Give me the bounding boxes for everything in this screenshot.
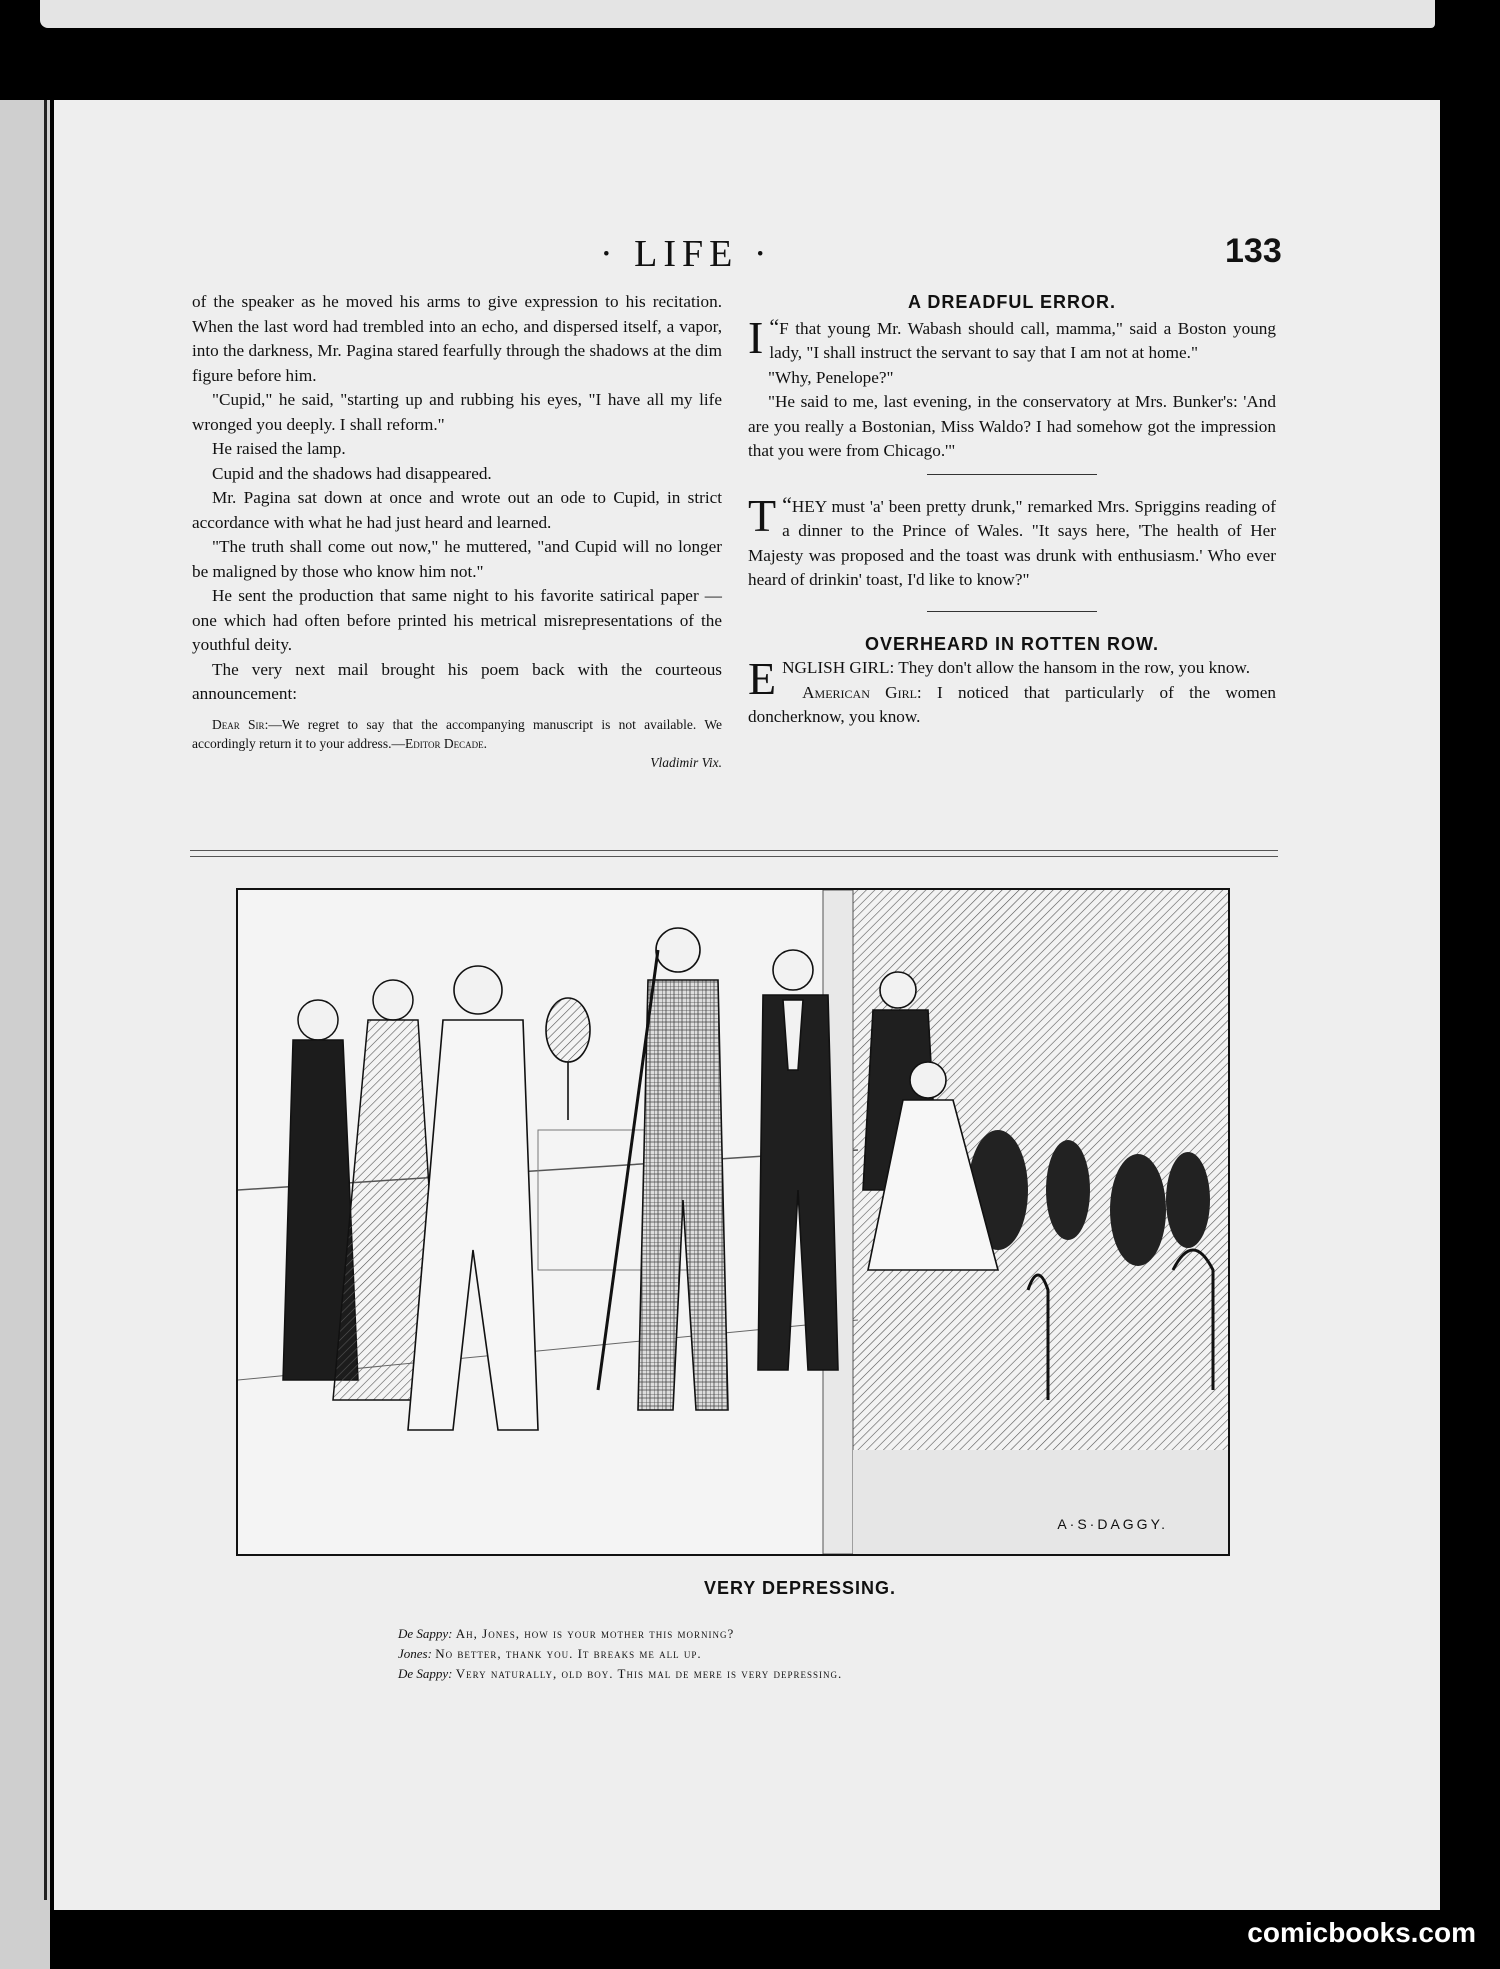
rejection-letter: [192, 715, 722, 753]
dialogue-text: Ah, Jones, how is your mother this morning?: [455, 1626, 735, 1641]
drop-cap: I: [748, 311, 764, 363]
speaker-label: Jones:: [398, 1646, 432, 1661]
ballroom-scene-drawing: [238, 890, 1228, 1554]
open-quote: “: [769, 313, 780, 339]
speaker-label: De Sappy:: [398, 1626, 453, 1641]
story-paragraph: [748, 311, 1276, 366]
dialogue-text: No better, thank you. It breaks me all up.: [435, 1646, 702, 1661]
artist-signature: A·S·DAGGY.: [1057, 1516, 1168, 1532]
letter-sender: Editor Decade.: [404, 735, 488, 751]
story-heading: OVERHEARD IN ROTTEN ROW.: [864, 633, 1159, 654]
dialogue-line: [748, 681, 1276, 730]
page-number: 133: [1225, 232, 1282, 270]
letter-salutation: Dear Sir: [212, 716, 265, 732]
cartoon-dialogue: [398, 1624, 842, 1684]
book-spine: [0, 100, 50, 1969]
paragraph: The very next mail brought his poem back with the courteous announcement:: [192, 659, 722, 703]
cartoon-title: VERY DEPRESSING.: [703, 1578, 897, 1598]
site-watermark: comicbooks.com: [1247, 1917, 1476, 1948]
drop-cap: T: [748, 489, 777, 541]
spine-fold: [44, 100, 47, 1900]
paragraph: of the speaker as he moved his arms to give expression to his recitation. When the last word had trembled into an echo, and dispersed itself, a vapor, into the darkness, Mr. Pagina stared fearfully through the shadows at the dim figure before him.: [192, 292, 722, 385]
paragraph: He raised the lamp.: [212, 439, 346, 458]
story-text: F that young Mr. Wabash should call, mamma," said a Boston young lady, "I shall instruct the servant to say that I am not at home.": [769, 318, 1276, 362]
paragraph: Mr. Pagina sat down at once and wrote out an ode to Cupid, in strict accordance with what he had just heard and learned.: [192, 488, 722, 532]
right-column: [748, 290, 1276, 730]
paragraph: He sent the production that same night to his favorite satirical paper — one which had often before printed his metrical misrepresentations of the youthful deity.: [192, 586, 722, 654]
section-divider: [190, 850, 1278, 857]
previous-page-edge: [40, 0, 1435, 28]
separator-rule: [927, 474, 1097, 475]
story-text: HEY must 'a' been pretty drunk," remarked Mrs. Spriggins reading of a dinner to the Prince of Wales. "It says here, 'The health of Her Majesty was proposed and the toast was drunk with enthusiasm.' Who ever heard of drinkin' toast, I'd like to know?": [748, 496, 1276, 589]
left-column: [192, 290, 722, 772]
dialogue-text: : They don't allow the hansom in the row, you know.: [889, 658, 1251, 677]
cartoon-illustration: [236, 888, 1230, 1556]
signature: Vladimir Vix.: [650, 754, 722, 770]
story-paragraph: "Why, Penelope?": [768, 367, 894, 387]
letter-body: :—We regret to say that the accompanying manuscript is not available. We accordingly return it to your address.—: [192, 716, 722, 751]
story-paragraph: [748, 489, 1276, 593]
paragraph: "Cupid," he said, "starting up and rubbing his eyes, "I have all my life wronged you deeply. I shall reform.": [192, 390, 722, 434]
story-heading: A DREADFUL ERROR.: [907, 292, 1116, 312]
speaker-label: De Sappy:: [398, 1666, 453, 1681]
speaker-label: NGLISH GIRL: [782, 658, 890, 677]
story-paragraph: "He said to me, last evening, in the conservatory at Mrs. Bunker's: 'And are you really a Bostonian, Miss Waldo? I had somehow got the impression that you were from Chicago.'": [748, 392, 1276, 460]
masthead-title: · LIFE ·: [600, 233, 773, 275]
paragraph: "The truth shall come out now," he muttered, "and Cupid will no longer be maligned by those who know him not.": [192, 537, 722, 581]
dialogue-text: : I noticed that particularly of the women doncherknow, you know.: [748, 682, 1276, 726]
dialogue-line: [398, 1644, 842, 1664]
dialogue-line: [398, 1664, 842, 1684]
speaker-label: American Girl: [802, 682, 917, 702]
paragraph: Cupid and the shadows had disappeared.: [212, 463, 492, 483]
open-quote: “: [782, 491, 792, 517]
separator-rule: [927, 611, 1097, 612]
dialogue-line: [398, 1624, 842, 1644]
dialogue-text: Very naturally, old boy. This mal de mere is very depressing.: [455, 1666, 843, 1681]
drop-cap: E: [748, 653, 777, 704]
